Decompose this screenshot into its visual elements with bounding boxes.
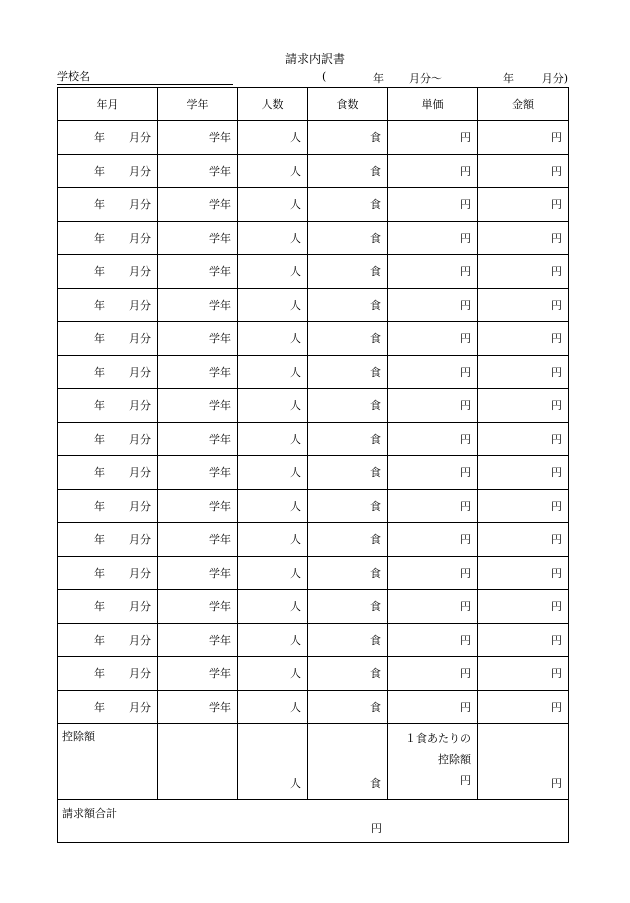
header-meals: 食数 <box>308 88 388 121</box>
people-cell[interactable]: 人 <box>238 188 308 222</box>
amount-cell[interactable]: 円 <box>478 422 569 456</box>
deduction-grade-cell[interactable] <box>158 724 238 800</box>
meals-cell[interactable]: 食 <box>308 288 388 322</box>
year-month-cell[interactable] <box>58 188 158 222</box>
month-suffix: 月分 <box>129 499 151 513</box>
grade-cell[interactable]: 学年 <box>158 221 238 255</box>
table-row <box>58 523 569 557</box>
table-row <box>58 690 569 724</box>
people-cell[interactable]: 人 <box>238 422 308 456</box>
month-suffix: 月分 <box>129 432 151 446</box>
billing-period <box>322 70 568 84</box>
deduction-amount-cell[interactable]: 円 <box>478 724 569 800</box>
month-suffix: 月分 <box>129 633 151 647</box>
total-yen: 円 <box>371 822 382 835</box>
period-to-year: 年 <box>503 72 514 85</box>
unit-price-cell[interactable]: 円 <box>388 523 478 557</box>
year-suffix: 年 <box>94 499 105 513</box>
year-month-cell[interactable] <box>58 355 158 389</box>
amount-cell[interactable]: 円 <box>478 221 569 255</box>
table-row <box>58 288 569 322</box>
year-suffix: 年 <box>94 265 105 279</box>
meals-cell[interactable]: 食 <box>308 489 388 523</box>
year-suffix: 年 <box>94 432 105 446</box>
grade-cell[interactable]: 学年 <box>158 322 238 356</box>
meals-cell[interactable]: 食 <box>308 456 388 490</box>
table-row <box>58 590 569 624</box>
header-year-month: 年月 <box>58 88 158 121</box>
year-month-cell[interactable] <box>58 288 158 322</box>
year-suffix: 年 <box>94 399 105 413</box>
meals-cell[interactable]: 食 <box>308 523 388 557</box>
people-cell[interactable]: 人 <box>238 489 308 523</box>
unit-price-cell[interactable]: 円 <box>388 422 478 456</box>
meals-cell[interactable]: 食 <box>308 389 388 423</box>
year-month-cell[interactable] <box>58 690 158 724</box>
deduction-per-meal-cell[interactable] <box>388 724 478 800</box>
amount-cell[interactable]: 円 <box>478 121 569 155</box>
unit-price-cell[interactable]: 円 <box>388 288 478 322</box>
amount-cell[interactable]: 円 <box>478 322 569 356</box>
year-suffix: 年 <box>94 566 105 580</box>
period-open-paren: ( <box>322 70 327 83</box>
year-suffix: 年 <box>94 466 105 480</box>
month-suffix: 月分 <box>129 566 151 580</box>
grade-cell[interactable]: 学年 <box>158 389 238 423</box>
grade-cell[interactable]: 学年 <box>158 255 238 289</box>
year-month-cell[interactable] <box>58 556 158 590</box>
amount-cell[interactable]: 円 <box>478 154 569 188</box>
table-row <box>58 255 569 289</box>
year-month-cell[interactable] <box>58 523 158 557</box>
amount-cell[interactable]: 円 <box>478 255 569 289</box>
meals-cell[interactable]: 食 <box>308 623 388 657</box>
per-meal-line2: 控除額 <box>438 753 471 766</box>
grade-cell[interactable]: 学年 <box>158 690 238 724</box>
meals-cell[interactable]: 食 <box>308 322 388 356</box>
meals-cell[interactable]: 食 <box>308 154 388 188</box>
year-suffix: 年 <box>94 298 105 312</box>
unit-price-cell[interactable]: 円 <box>388 623 478 657</box>
people-cell[interactable]: 人 <box>238 221 308 255</box>
month-suffix: 月分 <box>129 131 151 145</box>
total-cell[interactable] <box>58 800 569 843</box>
table-row <box>58 623 569 657</box>
deduction-meals-cell[interactable]: 食 <box>308 724 388 800</box>
year-suffix: 年 <box>94 700 105 714</box>
year-month-cell[interactable] <box>58 121 158 155</box>
year-month-cell[interactable] <box>58 322 158 356</box>
table-row <box>58 121 569 155</box>
meals-cell[interactable]: 食 <box>308 657 388 691</box>
year-month-cell[interactable] <box>58 221 158 255</box>
amount-cell[interactable]: 円 <box>478 556 569 590</box>
month-suffix: 月分 <box>129 667 151 681</box>
year-suffix: 年 <box>94 131 105 145</box>
amount-cell[interactable]: 円 <box>478 456 569 490</box>
table-row <box>58 657 569 691</box>
amount-cell[interactable]: 円 <box>478 355 569 389</box>
unit-price-cell[interactable]: 円 <box>388 355 478 389</box>
period-from-month: 月分〜 <box>409 72 442 85</box>
unit-price-cell[interactable]: 円 <box>388 154 478 188</box>
grade-cell[interactable]: 学年 <box>158 456 238 490</box>
unit-price-cell[interactable]: 円 <box>388 590 478 624</box>
people-cell[interactable]: 人 <box>238 623 308 657</box>
meals-cell[interactable]: 食 <box>308 690 388 724</box>
header-amount: 金額 <box>478 88 569 121</box>
unit-price-cell[interactable]: 円 <box>388 556 478 590</box>
meals-cell[interactable]: 食 <box>308 121 388 155</box>
amount-cell[interactable]: 円 <box>478 188 569 222</box>
per-meal-yen: 円 <box>460 774 471 787</box>
amount-cell[interactable]: 円 <box>478 590 569 624</box>
header-people: 人数 <box>238 88 308 121</box>
meals-cell[interactable]: 食 <box>308 355 388 389</box>
amount-cell[interactable]: 円 <box>478 657 569 691</box>
people-cell[interactable]: 人 <box>238 556 308 590</box>
amount-cell[interactable]: 円 <box>478 389 569 423</box>
table-row <box>58 422 569 456</box>
year-month-cell[interactable] <box>58 489 158 523</box>
year-month-cell[interactable] <box>58 657 158 691</box>
meals-cell[interactable]: 食 <box>308 255 388 289</box>
table-header-row <box>58 88 569 121</box>
unit-price-cell[interactable]: 円 <box>388 489 478 523</box>
people-cell[interactable]: 人 <box>238 288 308 322</box>
year-suffix: 年 <box>94 164 105 178</box>
month-suffix: 月分 <box>129 298 151 312</box>
unit-price-cell[interactable]: 円 <box>388 121 478 155</box>
grade-cell[interactable]: 学年 <box>158 154 238 188</box>
unit-price-cell[interactable]: 円 <box>388 188 478 222</box>
grade-cell[interactable]: 学年 <box>158 422 238 456</box>
month-suffix: 月分 <box>129 164 151 178</box>
header-grade: 学年 <box>158 88 238 121</box>
table-row <box>58 389 569 423</box>
table-row <box>58 154 569 188</box>
year-month-cell[interactable] <box>58 389 158 423</box>
grade-cell[interactable]: 学年 <box>158 556 238 590</box>
grade-cell[interactable]: 学年 <box>158 288 238 322</box>
deduction-row <box>58 724 569 800</box>
people-cell[interactable]: 人 <box>238 154 308 188</box>
year-suffix: 年 <box>94 365 105 379</box>
unit-price-cell[interactable]: 円 <box>388 456 478 490</box>
people-cell[interactable]: 人 <box>238 523 308 557</box>
total-label: 請求額合計 <box>62 807 117 820</box>
grade-cell[interactable]: 学年 <box>158 657 238 691</box>
year-month-cell[interactable] <box>58 154 158 188</box>
table-row <box>58 221 569 255</box>
people-cell[interactable]: 人 <box>238 590 308 624</box>
month-suffix: 月分 <box>129 533 151 547</box>
unit-price-cell[interactable]: 円 <box>388 221 478 255</box>
people-cell[interactable]: 人 <box>238 322 308 356</box>
year-month-cell[interactable] <box>58 255 158 289</box>
amount-cell[interactable]: 円 <box>478 288 569 322</box>
amount-cell[interactable]: 円 <box>478 690 569 724</box>
period-from-year: 年 <box>373 72 384 85</box>
year-suffix: 年 <box>94 332 105 346</box>
deduction-people-cell[interactable]: 人 <box>238 724 308 800</box>
people-cell[interactable]: 人 <box>238 657 308 691</box>
year-suffix: 年 <box>94 667 105 681</box>
unit-price-cell[interactable]: 円 <box>388 322 478 356</box>
amount-cell[interactable]: 円 <box>478 623 569 657</box>
year-suffix: 年 <box>94 600 105 614</box>
amount-cell[interactable]: 円 <box>478 523 569 557</box>
month-suffix: 月分 <box>129 700 151 714</box>
month-suffix: 月分 <box>129 399 151 413</box>
meals-cell[interactable]: 食 <box>308 221 388 255</box>
month-suffix: 月分 <box>129 466 151 480</box>
total-row <box>58 800 569 843</box>
meals-cell[interactable]: 食 <box>308 188 388 222</box>
unit-price-cell[interactable]: 円 <box>388 690 478 724</box>
people-cell[interactable]: 人 <box>238 690 308 724</box>
people-cell[interactable]: 人 <box>238 389 308 423</box>
grade-cell[interactable]: 学年 <box>158 121 238 155</box>
school-name-field[interactable]: 学校名 <box>57 70 233 85</box>
table-row <box>58 188 569 222</box>
table-row <box>58 355 569 389</box>
grade-cell[interactable]: 学年 <box>158 623 238 657</box>
month-suffix: 月分 <box>129 198 151 212</box>
period-to-month: 月分) <box>541 72 568 85</box>
meals-cell[interactable]: 食 <box>308 590 388 624</box>
deduction-label: 控除額 <box>58 724 158 800</box>
year-month-cell[interactable] <box>58 422 158 456</box>
document-title: 請求内訳書 <box>284 52 345 66</box>
table-row <box>58 322 569 356</box>
year-month-cell[interactable] <box>58 456 158 490</box>
year-month-cell[interactable] <box>58 590 158 624</box>
people-cell[interactable]: 人 <box>238 121 308 155</box>
grade-cell[interactable]: 学年 <box>158 489 238 523</box>
per-meal-line1: １食あたりの <box>405 732 471 745</box>
people-cell[interactable]: 人 <box>238 355 308 389</box>
year-month-cell[interactable] <box>58 623 158 657</box>
year-suffix: 年 <box>94 633 105 647</box>
year-suffix: 年 <box>94 231 105 245</box>
header-unit-price: 単価 <box>388 88 478 121</box>
table-row <box>58 489 569 523</box>
grade-cell[interactable]: 学年 <box>158 188 238 222</box>
month-suffix: 月分 <box>129 600 151 614</box>
month-suffix: 月分 <box>129 231 151 245</box>
unit-price-cell[interactable]: 円 <box>388 389 478 423</box>
year-suffix: 年 <box>94 198 105 212</box>
month-suffix: 月分 <box>129 265 151 279</box>
meals-cell[interactable]: 食 <box>308 422 388 456</box>
people-cell[interactable]: 人 <box>238 456 308 490</box>
month-suffix: 月分 <box>129 365 151 379</box>
amount-cell[interactable]: 円 <box>478 489 569 523</box>
people-cell[interactable]: 人 <box>238 255 308 289</box>
table-row <box>58 556 569 590</box>
meals-cell[interactable]: 食 <box>308 556 388 590</box>
table-row <box>58 456 569 490</box>
grade-cell[interactable]: 学年 <box>158 523 238 557</box>
month-suffix: 月分 <box>129 332 151 346</box>
grade-cell[interactable]: 学年 <box>158 355 238 389</box>
grade-cell[interactable]: 学年 <box>158 590 238 624</box>
invoice-breakdown-table <box>57 87 569 843</box>
year-suffix: 年 <box>94 533 105 547</box>
unit-price-cell[interactable]: 円 <box>388 657 478 691</box>
unit-price-cell[interactable]: 円 <box>388 255 478 289</box>
